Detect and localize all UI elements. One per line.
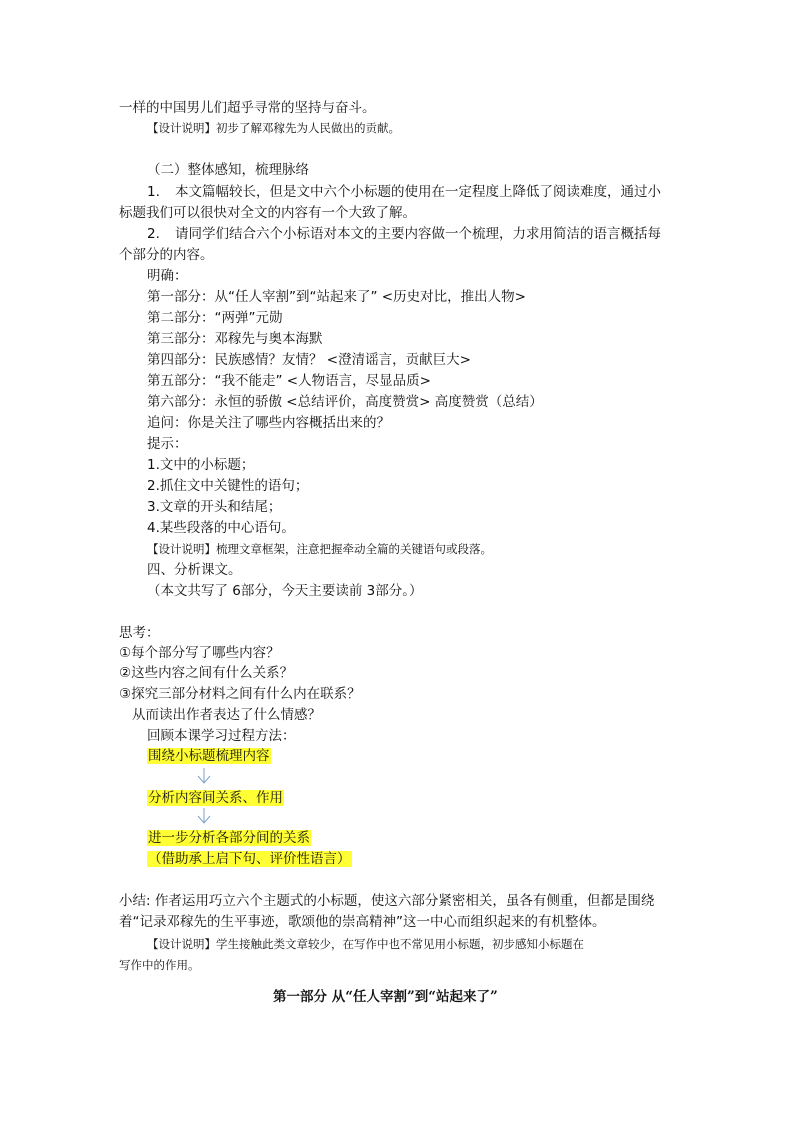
flow-step [147,849,352,869]
think-question: ③探究三部分材料之间有什么内在联系？ [119,686,361,702]
flow-step [147,788,284,808]
paragraph-line: 标题我们可以很快对全文的内容有一个大致了解。 [119,205,416,221]
flow-step [147,828,311,848]
design-note: 【设计说明】学生接触此类文章较少，在写作中也不常见用小标题，初步感知小标题在 [147,937,584,951]
paragraph-line: 本文篇幅较长，但是文中六个小标题的使用在一定程度上降低了阅读难度，通过小 [175,184,661,200]
design-note: 写作中的作用。 [119,958,200,972]
list-item-number: 1. [147,184,160,200]
flow-step-text: （借助承上启下句、评价性语言） [148,851,351,867]
intro-line: 一样的中国男儿们超乎寻常的坚持与奋斗。 [119,100,376,116]
part-heading: 第一部分 从“任人宰割”到“站起来了” [273,989,498,1005]
hint-item: 3.文章的开头和结尾； [147,499,282,515]
think-label: 思考： [119,625,160,641]
arrow-down-icon [197,808,211,824]
think-question: ①每个部分写了哪些内容？ [119,645,280,661]
hint-item: 2.抓住文中关键性的语句； [147,478,309,494]
design-note: 【设计说明】初步了解邓稼先为人民做出的贡献。 [147,121,400,135]
section-note: （本文共写了 6部分，今天主要读前 3部分。） [147,583,423,599]
hint-label: 提示： [147,436,188,452]
arrow-down-icon [197,768,211,784]
design-note: 【设计说明】梳理文章框架，注意把握牵动全篇的关键语句或段落。 [147,542,492,556]
part-summary: 第五部分：“我不能走” <人物语言，尽显品质> [147,373,431,389]
summary-line: 小结: 作者运用巧立六个主题式的小标题，使这六部分紧密相关，虽各有侧重，但都是围绕 [119,893,655,909]
summary-line: 着“记录邓稼先的生平事迹，歌颂他的崇高精神”这一中心而组织起来的有机整体。 [119,914,606,930]
part-summary: 第一部分：从“任人宰割”到“站起来了” <历史对比，推出人物> [147,289,526,305]
follow-up-question: 追问：你是关注了哪些内容概括出来的？ [147,415,390,431]
part-summary: 第六部分：永恒的骄傲 <总结评价，高度赞赏> 高度赞赏（总结） [147,394,543,410]
part-summary: 第四部分：民族感情？友情？ <澄清谣言，贡献巨大> [147,352,471,368]
clarify-label: 明确： [147,268,188,284]
hint-item: 1.文中的小标题； [147,457,255,473]
think-question: 从而读出作者表达了什么情感？ [132,707,321,723]
list-item-number: 2. [147,226,160,242]
section-title: （二）整体感知，梳理脉络 [147,162,309,178]
flow-step [147,746,271,766]
paragraph-line: 请同学们结合六个小标语对本文的主要内容做一个梳理，力求用简洁的语言概括每 [175,226,661,242]
part-summary: 第二部分：“两弹”元勋 [147,310,283,326]
flow-step-text: 围绕小标题梳理内容 [148,748,270,764]
think-question: ②这些内容之间有什么关系？ [119,665,294,681]
paragraph-line: 个部分的内容。 [119,247,214,263]
flow-step-text: 进一步分析各部分间的关系 [148,830,310,846]
part-summary: 第三部分：邓稼先与奥本海默 [147,331,323,347]
review-label: 回顾本课学习过程方法： [147,728,296,744]
section-title: 四、分析课文。 [147,562,242,578]
hint-item: 4.某些段落的中心语句。 [147,520,295,536]
flow-step-text: 分析内容间关系、作用 [148,790,283,806]
